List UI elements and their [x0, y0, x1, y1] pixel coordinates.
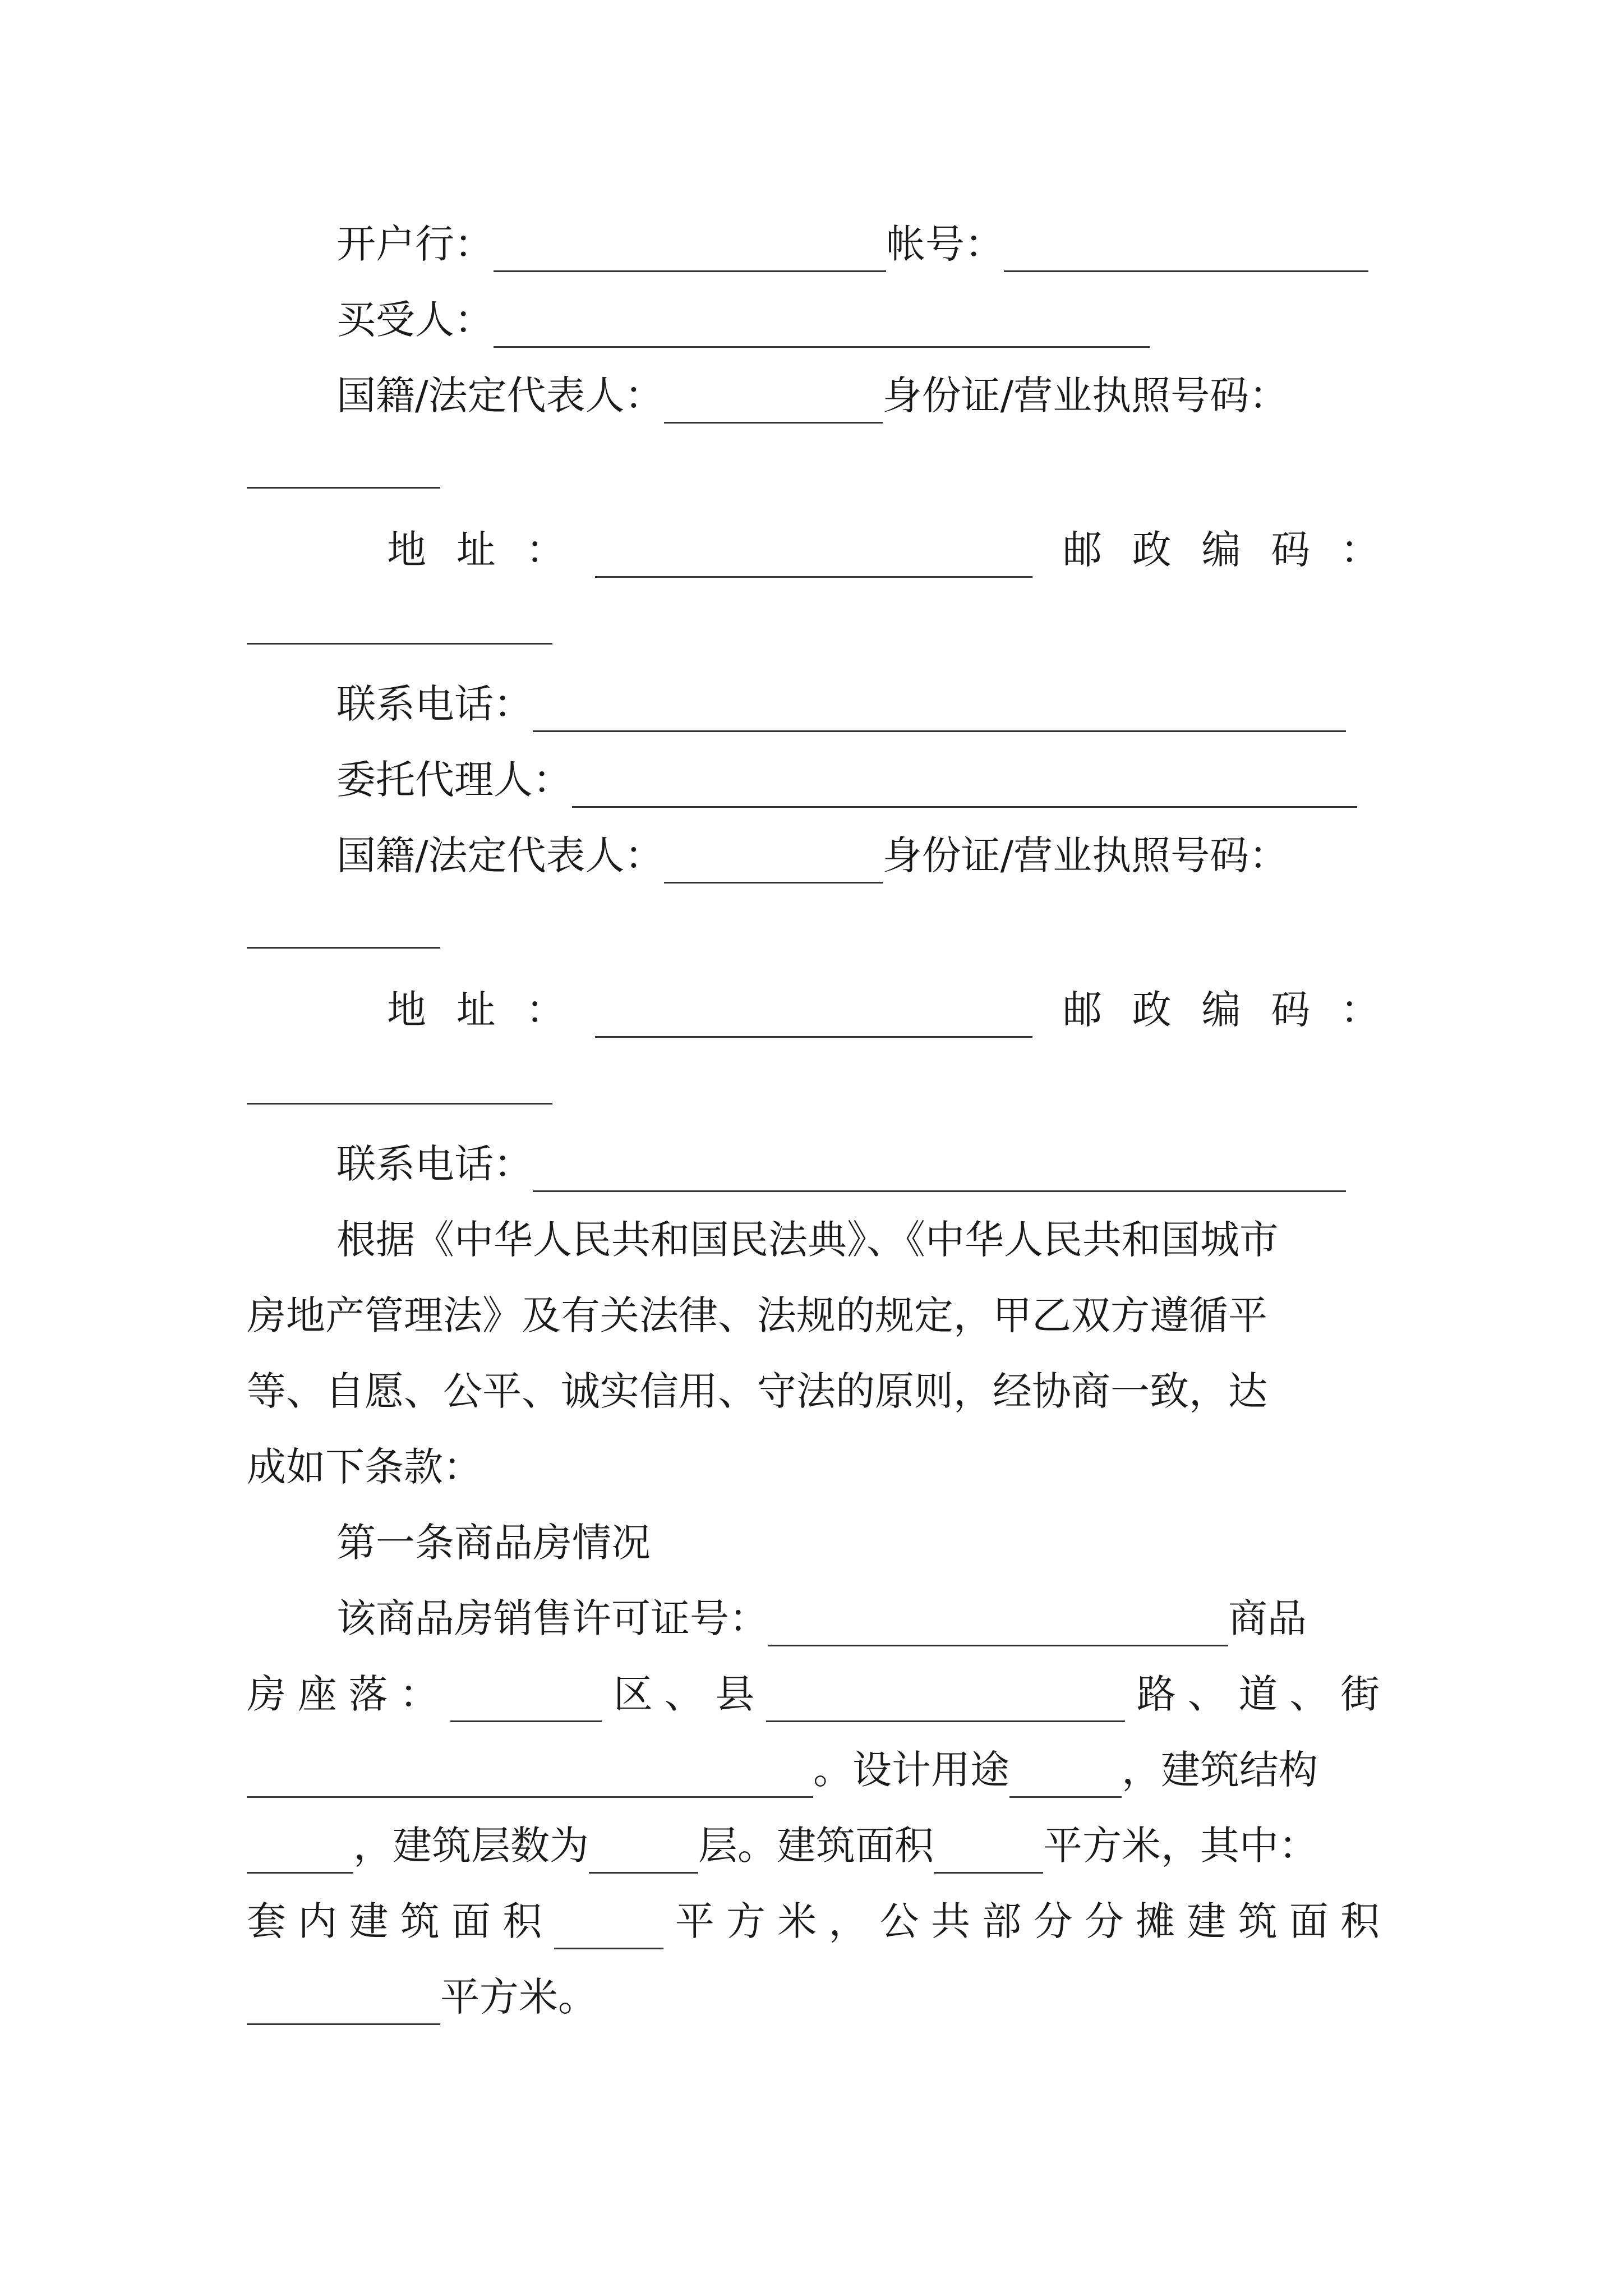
district-char-3: 县 — [715, 1671, 755, 1717]
agent-address-line — [247, 982, 1380, 1038]
buyer-postcode-blank[interactable] — [247, 643, 552, 645]
buyer-address-colon: ： — [525, 527, 565, 573]
buyer-address-char-1: 地 — [387, 527, 426, 573]
area-blank[interactable] — [934, 1830, 1043, 1874]
inner-after-char-2: 方 — [726, 1898, 766, 1944]
road-char-4: 、 — [1289, 1671, 1329, 1717]
inner-after-char-7: 部 — [982, 1898, 1022, 1944]
agent-phone-blank[interactable] — [533, 1149, 1346, 1192]
buyer-id-label: 身份证/营业执照号码： — [882, 372, 1289, 418]
shared-area-line — [247, 1969, 1380, 2025]
floors-blank[interactable] — [589, 1830, 698, 1874]
agent-nationality-label: 国籍/法定代表人： — [336, 832, 664, 878]
preamble-text-4: 成如下条款： — [247, 1444, 482, 1490]
permit-after: 商品 — [1228, 1595, 1307, 1641]
buyer-postcode-char-4: 码 — [1271, 527, 1311, 573]
floors-before: ，建筑层数为 — [353, 1823, 589, 1869]
inner-area-char-1: 套 — [247, 1898, 286, 1944]
structure-blank[interactable] — [247, 1830, 353, 1874]
design-use-label: 。设计用途 — [813, 1747, 1009, 1793]
agent-phone-label: 联系电话： — [336, 1141, 533, 1187]
location-line — [247, 1666, 1380, 1722]
buyer-nationality-blank[interactable] — [664, 380, 883, 424]
inner-after-char-9: 分 — [1084, 1898, 1124, 1944]
account-label: 帐号： — [886, 221, 1004, 267]
buyer-label: 买受人： — [336, 297, 494, 343]
district-char-1: 区 — [613, 1671, 653, 1717]
location-char-2: 座 — [297, 1671, 337, 1717]
buyer-phone-line — [247, 676, 1380, 732]
inner-after-char-1: 平 — [675, 1898, 714, 1944]
inner-area-line — [247, 1893, 1380, 1949]
agent-address-blank[interactable] — [595, 995, 1032, 1038]
design-use-line — [247, 1742, 1380, 1798]
agent-postcode-char-4: 码 — [1271, 987, 1311, 1033]
inner-after-char-8: 分 — [1033, 1898, 1073, 1944]
agent-id-blank[interactable] — [247, 947, 440, 949]
preamble-line-3 — [247, 1363, 1380, 1419]
shared-area-blank[interactable] — [247, 1982, 440, 2025]
agent-line — [247, 752, 1380, 808]
buyer-phone-blank[interactable] — [533, 689, 1346, 732]
agent-nationality-blank[interactable] — [664, 840, 883, 884]
buyer-postcode-char-1: 邮 — [1063, 527, 1102, 573]
agent-phone-line — [247, 1136, 1380, 1192]
agent-address-colon: ： — [525, 987, 565, 1033]
permit-blank[interactable] — [768, 1603, 1228, 1646]
agent-address-char-1: 地 — [387, 987, 426, 1033]
road-blank[interactable] — [766, 1679, 1125, 1722]
buyer-blank[interactable] — [494, 305, 1150, 348]
inner-after-char-12: 筑 — [1238, 1898, 1278, 1944]
agent-nationality-line — [247, 827, 1380, 884]
article-1-title-text: 第一条商品房情况 — [336, 1520, 651, 1566]
inner-after-char-14: 积 — [1340, 1898, 1380, 1944]
agent-postcode-blank[interactable] — [247, 1103, 552, 1105]
preamble-line-2 — [247, 1287, 1380, 1343]
permit-label: 该商品房销售许可证号： — [336, 1595, 768, 1641]
preamble-line-4 — [247, 1439, 1380, 1495]
inner-after-char-11: 建 — [1187, 1898, 1227, 1944]
inner-after-char-4: ， — [828, 1898, 868, 1944]
agent-postcode-char-3: 编 — [1201, 987, 1241, 1033]
buyer-nationality-label: 国籍/法定代表人： — [336, 372, 664, 418]
floors-line — [247, 1818, 1380, 1874]
inner-after-char-6: 共 — [931, 1898, 970, 1944]
preamble-text-2: 房地产管理法》及有关法律、法规的规定，甲乙双方遵循平 — [247, 1292, 1267, 1338]
agent-blank[interactable] — [572, 765, 1357, 808]
road-char-5: 街 — [1340, 1671, 1380, 1717]
preamble-text-1: 根据《中华人民共和国民法典》、《中华人民共和国城市 — [336, 1217, 1279, 1263]
agent-address-char-2: 址 — [456, 987, 496, 1033]
buyer-nationality-line — [247, 367, 1380, 424]
shared-area-after: 平方米。 — [440, 1974, 597, 2020]
inner-area-char-6: 积 — [502, 1898, 542, 1944]
permit-line — [247, 1590, 1380, 1646]
inner-after-char-5: 公 — [879, 1898, 919, 1944]
district-blank[interactable] — [450, 1679, 602, 1722]
buyer-address-blank[interactable] — [595, 535, 1032, 578]
buyer-phone-label: 联系电话： — [336, 681, 533, 727]
buyer-line — [247, 292, 1380, 348]
agent-id-label: 身份证/营业执照号码： — [882, 832, 1289, 878]
bank-blank[interactable] — [494, 229, 886, 272]
road-char-2: 、 — [1187, 1671, 1227, 1717]
preamble-text-3: 等、自愿、公平、诚实信用、守法的原则，经协商一致，达 — [247, 1368, 1267, 1414]
account-blank[interactable] — [1004, 229, 1368, 272]
buyer-postcode-char-3: 编 — [1201, 527, 1241, 573]
district-char-2: 、 — [664, 1671, 704, 1717]
inner-area-char-4: 筑 — [400, 1898, 440, 1944]
agent-postcode-colon: ： — [1340, 987, 1380, 1033]
agent-postcode-char-1: 邮 — [1063, 987, 1102, 1033]
design-use-blank[interactable] — [1009, 1755, 1122, 1798]
inner-area-char-3: 建 — [349, 1898, 389, 1944]
inner-after-char-3: 米 — [777, 1898, 817, 1944]
buyer-address-char-2: 址 — [456, 527, 496, 573]
structure-label: ，建筑结构 — [1122, 1747, 1318, 1793]
location-char-3: 落 — [348, 1671, 388, 1717]
location-colon: ： — [399, 1671, 439, 1717]
road-char-3: 道 — [1238, 1671, 1278, 1717]
bank-account-line — [247, 216, 1380, 272]
agent-label: 委托代理人： — [336, 757, 572, 803]
inner-after-char-10: 摊 — [1136, 1898, 1175, 1944]
buyer-postcode-char-2: 政 — [1132, 527, 1172, 573]
buyer-id-blank[interactable] — [247, 487, 440, 489]
street-blank[interactable] — [247, 1755, 813, 1798]
inner-area-char-2: 内 — [298, 1898, 338, 1944]
buyer-postcode-colon: ： — [1340, 527, 1380, 573]
road-char-1: 路 — [1136, 1671, 1176, 1717]
area-after: 平方米，其中： — [1043, 1823, 1318, 1869]
inner-after-char-13: 面 — [1289, 1898, 1329, 1944]
location-char-1: 房 — [247, 1671, 286, 1717]
article-1-title — [247, 1515, 1380, 1571]
preamble-line-1 — [247, 1212, 1380, 1268]
floors-after: 层。建筑面积 — [698, 1823, 934, 1869]
inner-area-blank[interactable] — [554, 1906, 663, 1949]
agent-postcode-char-2: 政 — [1132, 987, 1172, 1033]
buyer-address-line — [247, 522, 1380, 578]
bank-label: 开户行： — [336, 221, 494, 267]
inner-area-char-5: 面 — [451, 1898, 491, 1944]
